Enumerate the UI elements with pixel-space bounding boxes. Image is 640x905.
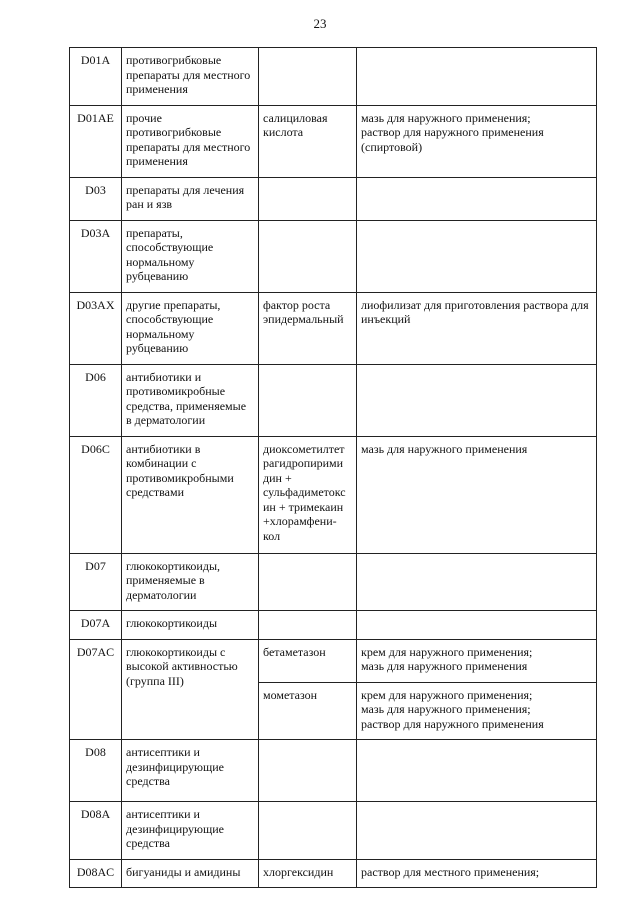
table-row (70, 105, 597, 177)
dosage-form (357, 177, 597, 220)
dosage-form (357, 611, 597, 640)
group-name: антибиотики и противомикробные средства, применяемые в дерматологии (122, 364, 259, 436)
table-row (70, 740, 597, 802)
table-row (70, 292, 597, 364)
table-row (70, 802, 597, 860)
drug-table (69, 47, 597, 888)
drug-name: мометазон (259, 682, 357, 740)
table-row (70, 611, 597, 640)
dosage-form (357, 740, 597, 802)
dosage-form: мазь для наружного применения (357, 436, 597, 553)
table-row (70, 859, 597, 888)
group-name: глюкокортикоиды, применяемые в дерматологии (122, 553, 259, 611)
group-name: антисептики и дезинфицирующие средства (122, 740, 259, 802)
group-name: прочие противогрибковые препараты для местного применения (122, 105, 259, 177)
dosage-form: крем для наружного применения; мазь для наружного применения (357, 639, 597, 682)
table-row (70, 639, 597, 682)
atc-code: D08 (70, 740, 122, 802)
dosage-form (357, 220, 597, 292)
table-row (70, 436, 597, 553)
dosage-form (357, 553, 597, 611)
atc-code: D06 (70, 364, 122, 436)
drug-name: бетаметазон (259, 639, 357, 682)
group-name: глюкокортикоиды (122, 611, 259, 640)
drug-name: салициловая кислота (259, 105, 357, 177)
atc-code: D07 (70, 553, 122, 611)
group-name: противогрибковые препараты для местного применения (122, 48, 259, 106)
dosage-form (357, 802, 597, 860)
atc-code: D01A (70, 48, 122, 106)
dosage-form (357, 48, 597, 106)
page-number: 23 (313, 16, 327, 31)
atc-code: D06C (70, 436, 122, 553)
drug-name: диоксометилтет рагидропирими дин + сульфадиметокс ин + тримекаин +хлорамфени-кол (259, 436, 357, 553)
drug-name (259, 802, 357, 860)
atc-code: D07A (70, 611, 122, 640)
table-row (70, 220, 597, 292)
atc-code: D07AC (70, 639, 122, 740)
table-row (70, 553, 597, 611)
drug-name: хлоргексидин (259, 859, 357, 888)
drug-name (259, 364, 357, 436)
atc-code: D03A (70, 220, 122, 292)
dosage-form: раствор для местного применения; (357, 859, 597, 888)
drug-name (259, 177, 357, 220)
atc-code: D01AE (70, 105, 122, 177)
dosage-form: мазь для наружного применения; раствор для наружного применения (спиртовой) (357, 105, 597, 177)
group-name: другие препараты, способствующие нормальному рубцеванию (122, 292, 259, 364)
group-name: антисептики и дезинфицирующие средства (122, 802, 259, 860)
dosage-form: лиофилизат для приготовления раствора для инъекций (357, 292, 597, 364)
table-row (70, 48, 597, 106)
group-name: антибиотики в комбинации с противомикробными средствами (122, 436, 259, 553)
group-name: глюкокортикоиды с высокой активностью (группа III) (122, 639, 259, 740)
atc-code: D03 (70, 177, 122, 220)
drug-name (259, 220, 357, 292)
atc-code: D08A (70, 802, 122, 860)
dosage-form (357, 364, 597, 436)
group-name: препараты для лечения ран и язв (122, 177, 259, 220)
group-name: бигуаниды и амидины (122, 859, 259, 888)
table-row (70, 177, 597, 220)
table-row (70, 364, 597, 436)
group-name: препараты, способствующие нормальному рубцеванию (122, 220, 259, 292)
drug-name (259, 611, 357, 640)
drug-name: фактор роста эпидермальный (259, 292, 357, 364)
drug-name (259, 740, 357, 802)
drug-name (259, 48, 357, 106)
atc-code: D08AC (70, 859, 122, 888)
dosage-form: крем для наружного применения; мазь для наружного применения; раствор для наружного применения (357, 682, 597, 740)
atc-code: D03AX (70, 292, 122, 364)
drug-name (259, 553, 357, 611)
